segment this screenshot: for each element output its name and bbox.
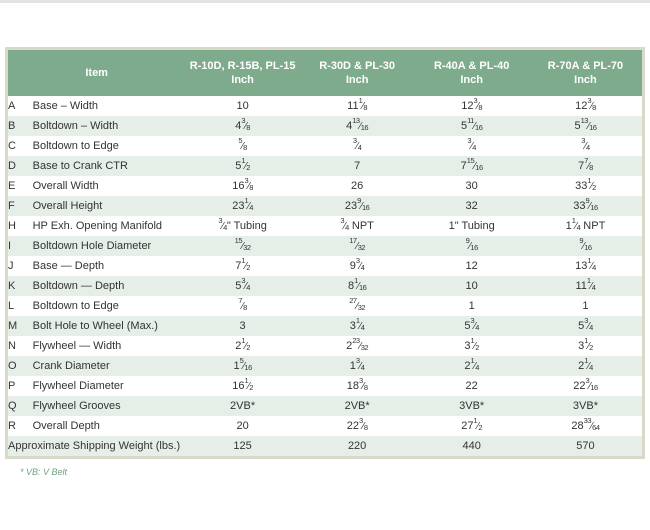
row-value-cell: $^5⁄_8$ <box>238 136 247 152</box>
row-letter: R <box>8 420 16 432</box>
row-letter: N <box>8 340 16 352</box>
row-value-cell: $^9⁄_{16}$ <box>465 236 478 252</box>
row-value-cell: $^7⁄_8$ <box>238 296 247 312</box>
row-item-label: Flywheel — Width <box>32 340 122 352</box>
row-item-label: Boltdown to Edge <box>32 300 119 312</box>
row-letter: M <box>8 320 18 332</box>
row-value-cell: $3^1⁄_2$ <box>578 336 593 352</box>
row-item-label: Flywheel Grooves <box>32 400 121 412</box>
spec-table-header <box>7 49 644 97</box>
row-value-cell: $5^{11}⁄_{16}$ <box>460 116 483 132</box>
table-row <box>7 156 644 176</box>
row-letter: L <box>8 300 15 312</box>
row-value-cell: $12^3⁄_8$ <box>575 96 596 112</box>
unit-label: Inch <box>574 74 597 86</box>
row-value-cell: $13^1⁄_4$ <box>575 256 596 272</box>
model-names-label: R-10D, R-15B, PL-15 <box>189 60 296 72</box>
spec-table-body <box>7 96 644 458</box>
row-value-cell: $2^1⁄_4$ <box>578 356 593 372</box>
row-item-label: Flywheel Diameter <box>32 380 124 392</box>
spec-table-container <box>5 47 645 459</box>
table-row <box>7 216 644 236</box>
row-value-cell: $4^{13}⁄_{16}$ <box>346 116 369 132</box>
row-value-cell: $33^1⁄_2$ <box>575 176 596 192</box>
table-row <box>7 336 644 356</box>
row-item-label: Boltdown – Width <box>32 120 119 132</box>
column-header-model-3 <box>414 49 529 97</box>
row-value-cell: $8^1⁄_{16}$ <box>347 276 367 292</box>
row-value-cell: $7^{15}⁄_{16}$ <box>460 156 483 172</box>
table-row <box>7 416 644 436</box>
column-header-model-4 <box>529 49 644 97</box>
row-item-label: Overall Height <box>32 200 103 212</box>
table-row <box>7 296 644 316</box>
column-header-item: Item <box>7 49 186 97</box>
row-value-cell: $2^1⁄_4$ <box>464 356 479 372</box>
row-item-label: Boltdown to Edge <box>32 140 119 152</box>
row-value-cell: $5^3⁄_4$ <box>464 316 479 332</box>
vb-footnote: * VB: V Belt <box>20 467 68 477</box>
row-letter: H <box>8 220 16 232</box>
row-value-cell: $5^3⁄_4$ <box>578 316 593 332</box>
row-letter: K <box>8 280 16 292</box>
row-value-cell: $5^1⁄_2$ <box>235 156 250 172</box>
row-letter: Q <box>8 400 17 412</box>
table-row <box>7 136 644 156</box>
row-letter: E <box>8 180 16 192</box>
summary-value-cell: 440 <box>462 440 481 452</box>
row-value-cell: $18^3⁄_8$ <box>346 376 368 392</box>
row-value-cell: $^3⁄_4$ <box>581 136 590 152</box>
row-value-cell: $5^3⁄_4$ <box>235 276 250 292</box>
row-letter: D <box>8 160 16 172</box>
table-row <box>7 96 644 116</box>
row-value-cell: $3^1⁄_4$ <box>349 316 365 332</box>
spec-table <box>5 47 645 459</box>
summary-value-cell: 220 <box>347 440 367 452</box>
column-header-model-2 <box>300 49 415 97</box>
row-value-cell: $23^9⁄_{16}$ <box>344 196 370 212</box>
row-letter: A <box>8 100 16 112</box>
row-value-cell: $^{27}⁄_{32}$ <box>349 296 366 312</box>
table-row <box>7 236 644 256</box>
row-value-cell: 10 <box>465 280 478 292</box>
row-value-cell: $^3⁄_4$ NPT <box>340 216 374 232</box>
row-letter: B <box>8 120 16 132</box>
unit-label: Inch <box>231 74 254 86</box>
row-value-cell: $7^7⁄_8$ <box>578 156 593 172</box>
row-value-cell: 2VB* <box>230 400 256 412</box>
row-value-cell: $7^1⁄_2$ <box>235 256 250 272</box>
row-value-cell: $4^3⁄_8$ <box>235 116 250 132</box>
row-value-cell: $12^3⁄_8$ <box>461 96 483 112</box>
table-row <box>7 176 644 196</box>
row-value-cell: 22 <box>465 380 478 392</box>
header-row <box>7 49 644 97</box>
row-value-cell: $33^9⁄_{16}$ <box>573 196 598 212</box>
row-letter: F <box>8 200 15 212</box>
table-row <box>7 376 644 396</box>
row-value-cell: $16^3⁄_8$ <box>232 176 253 192</box>
row-letter: J <box>8 260 14 272</box>
table-row <box>7 276 644 296</box>
row-item-label: Boltdown Hole Diameter <box>32 240 152 252</box>
row-value-cell: $3^1⁄_2$ <box>464 336 479 352</box>
row-value-cell: $^3⁄_4$ <box>352 136 362 152</box>
row-letter: O <box>8 360 17 372</box>
row-value-cell: $22^3⁄_8$ <box>346 416 368 432</box>
row-letter: P <box>8 380 16 392</box>
table-row <box>7 356 644 376</box>
model-names-label: R-30D & PL-30 <box>319 60 396 72</box>
row-value-cell: $22^3⁄_{16}$ <box>573 376 598 392</box>
summary-value-cell: 125 <box>233 440 252 452</box>
row-item-label: Overall Depth <box>32 420 100 432</box>
table-row <box>7 316 644 336</box>
row-value-cell: $1^5⁄_{16}$ <box>233 356 252 372</box>
row-value-cell: 10 <box>236 100 249 112</box>
row-letter: I <box>8 240 12 252</box>
row-value-cell: $^3⁄_4$" Tubing <box>218 216 267 232</box>
summary-row <box>7 436 644 458</box>
row-item-label: Base — Depth <box>32 260 105 272</box>
row-value-cell: $11^1⁄_4$ <box>575 276 596 292</box>
row-value-cell: $27^1⁄_2$ <box>461 416 483 432</box>
row-item-label: HP Exh. Opening Manifold <box>32 220 163 232</box>
row-value-cell: 26 <box>351 180 364 192</box>
row-value-cell: 30 <box>465 180 478 192</box>
row-item-label: Bolt Hole to Wheel (Max.) <box>32 320 158 332</box>
row-value-cell: $16^1⁄_2$ <box>232 376 253 392</box>
column-header-model-1 <box>185 49 300 97</box>
row-value-cell: 20 <box>236 420 249 432</box>
row-value-cell: $1^3⁄_4$ <box>349 356 365 372</box>
table-row <box>7 396 644 416</box>
row-value-cell: $28^{33}⁄_{64}$ <box>571 416 600 432</box>
row-value-cell: $^{17}⁄_{32}$ <box>349 236 366 252</box>
table-row <box>7 196 644 216</box>
table-row <box>7 256 644 276</box>
row-value-cell: $5^{13}⁄_{16}$ <box>574 116 597 132</box>
row-value-cell: $2^{23}⁄_{32}$ <box>346 336 369 352</box>
row-value-cell: $^{15}⁄_{32}$ <box>234 236 251 252</box>
row-item-label: Overall Width <box>32 180 99 192</box>
row-value-cell: $1^1⁄_4$ NPT <box>565 216 606 232</box>
row-value-cell: $2^1⁄_2$ <box>235 336 250 352</box>
top-divider-rule <box>0 0 650 3</box>
row-value-cell: 3VB* <box>572 400 598 412</box>
row-value-cell: $11^1⁄_8$ <box>347 96 368 112</box>
unit-label: Inch <box>345 74 369 86</box>
row-value-cell: 2VB* <box>344 400 370 412</box>
row-value-cell: $^9⁄_{16}$ <box>579 236 592 252</box>
row-item-label: Base – Width <box>32 100 99 112</box>
row-item-label: Crank Diameter <box>32 360 110 372</box>
model-names-label: R-40A & PL-40 <box>433 60 510 72</box>
row-value-cell: $23^1⁄_4$ <box>232 196 253 212</box>
row-item-label: Base to Crank CTR <box>32 160 128 172</box>
row-value-cell: 7 <box>354 160 361 172</box>
summary-row-label: Approximate Shipping Weight (lbs.) <box>8 440 181 452</box>
row-letter: C <box>8 140 16 152</box>
row-value-cell: $^3⁄_4$ <box>467 136 476 152</box>
row-value-cell: 3 <box>239 320 246 332</box>
row-value-cell: 3VB* <box>459 400 485 412</box>
unit-label: Inch <box>460 74 483 86</box>
table-row <box>7 116 644 136</box>
row-value-cell: $9^3⁄_4$ <box>349 256 365 272</box>
row-value-cell: 32 <box>465 200 478 212</box>
summary-value-cell: 570 <box>576 440 595 452</box>
row-value-cell: 1 <box>468 300 475 312</box>
row-value-cell: 1" Tubing <box>448 220 495 232</box>
model-names-label: R-70A & PL-70 <box>547 60 624 72</box>
row-item-label: Boltdown — Depth <box>32 280 125 292</box>
row-value-cell: 12 <box>465 260 478 272</box>
row-value-cell: 1 <box>582 300 589 312</box>
